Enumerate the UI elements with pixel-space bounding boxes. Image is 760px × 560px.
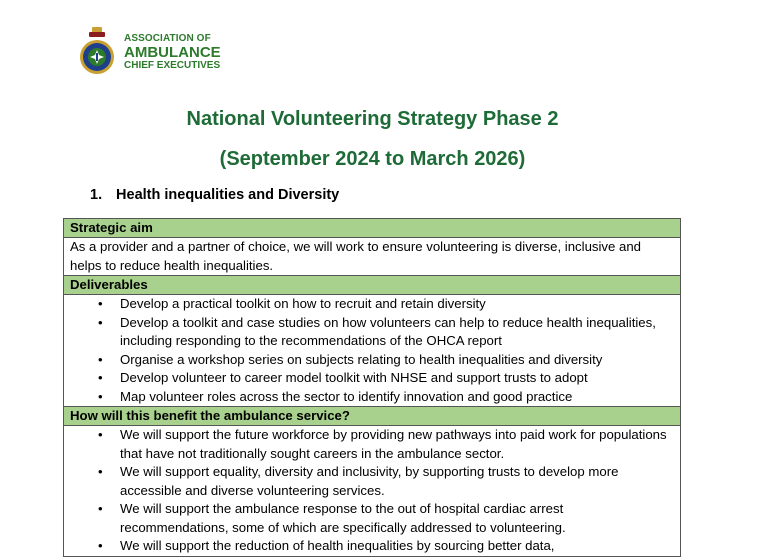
list-item: • Develop a practical toolkit on how to recruit and retain diversity [120,295,674,314]
aace-logo [78,26,221,78]
list-item: • Develop volunteer to career model toolkit with NHSE and support trusts to adopt [120,369,674,388]
benefits-cell [64,426,681,557]
list-item: • We will support the reduction of health inequalities by sourcing better data, [120,537,674,556]
deliverables-cell [64,295,681,407]
section-number: 1. [90,187,103,203]
list-item: • Develop a toolkit and case studies on how volunteers can help to reduce health inequalities, including responding to the recommendations of the OHCA report [120,314,674,351]
section-title: Health inequalities and Diversity [116,187,340,203]
strategic-aim-header: Strategic aim [64,219,681,238]
strategy-table [63,218,681,557]
logo-line2: AMBULANCE [124,43,221,61]
list-item: • We will support equality, diversity and inclusivity, by supporting trusts to develop more accessible and diverse volunteering services. [120,463,674,500]
benefit-header: How will this benefit the ambulance service? [64,407,681,426]
deliverables-list [70,295,674,406]
list-item: • Organise a workshop series on subjects relating to health inequalities and diversity [120,351,674,370]
document-title: National Volunteering Strategy Phase 2 [186,108,559,130]
list-item: • Map volunteer roles across the sector to identify innovation and good practice [120,388,674,407]
deliverables-header: Deliverables [64,276,681,295]
section-heading [90,187,339,203]
list-item: • We will support the future workforce by providing new pathways into paid work for populations that have not traditionally sought careers in the ambulance sector. [120,426,674,463]
strategic-aim-text: As a provider and a partner of choice, we will work to ensure volunteering is diverse, inclusive and helps to reduce health inequalities. [64,238,681,276]
list-item: • We will support the ambulance response to the out of hospital cardiac arrest recommendations, some of which are specifically addressed to volunteering. [120,500,674,537]
document-subtitle: (September 2024 to March 2026) [219,148,526,170]
benefits-list [70,426,674,556]
crest-icon [78,26,116,78]
logo-line1: ASSOCIATION OF [124,32,211,44]
logo-line3: CHIEF EXECUTIVES [124,59,221,71]
